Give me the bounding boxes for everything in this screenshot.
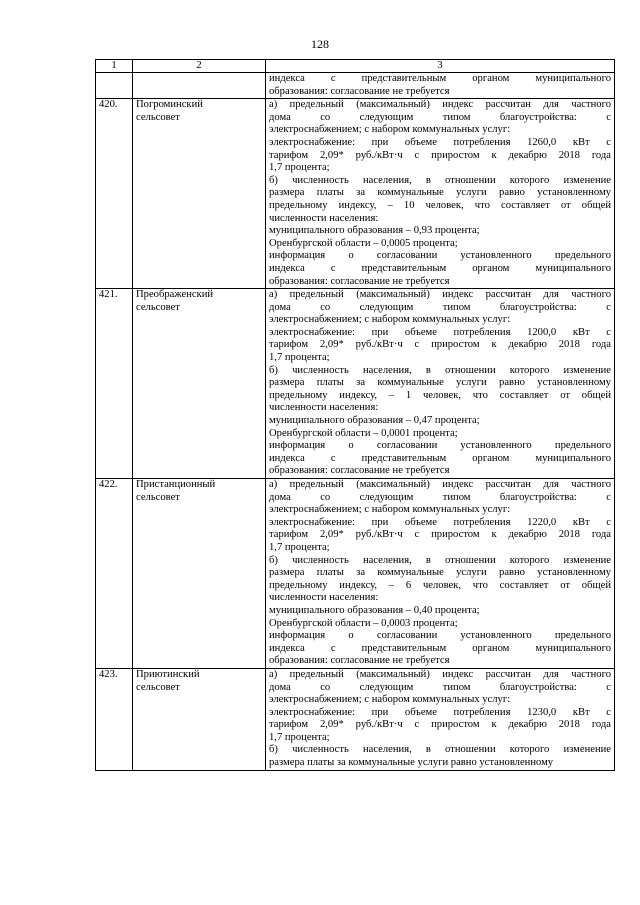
settlement-name [133, 668, 266, 770]
text-line: 1,7 процента; [269, 162, 330, 174]
text-line: электроснабжение: при объеме потребления 1220,0 кВт с [269, 516, 611, 528]
text-line: Оренбургской области – 0,0003 процента; [269, 617, 458, 629]
text-line: индекса с представительным органом муниципального [269, 452, 611, 464]
text-line: численности населения: [269, 212, 379, 224]
text-line: дома со следующим типом благоустройства: с [269, 491, 611, 503]
column-header-3: 3 [266, 60, 615, 73]
row-number: 422. [96, 479, 133, 669]
settlement-name-line: сельсовет [136, 111, 180, 123]
row-description [266, 73, 615, 99]
text-line: образования: согласование не требуется [269, 275, 450, 287]
text-line: муниципального образования – 0,93 процента; [269, 225, 480, 237]
text-line: тарифом 2,09* руб./кВт·ч с приростом к декабрю 2018 года [269, 149, 611, 161]
row-number: 421. [96, 289, 133, 479]
text-line: а) предельный (максимальный) индекс рассчитан для частного [269, 479, 611, 490]
text-line: предельному индексу, – 1 человек, что составляет от общей [269, 389, 611, 401]
text-line: электроснабжением; с набором коммунальных услуг: [269, 314, 511, 326]
text-line: электроснабжение: при объеме потребления 1230,0 кВт с [269, 706, 611, 718]
index-table [95, 59, 615, 771]
table-row [96, 289, 615, 479]
settlement-name [133, 289, 266, 479]
continuation-row [96, 73, 615, 99]
text-line: индекса с представительным органом муниципального [269, 262, 611, 274]
text-line: индекса с представительным органом муниципального [269, 73, 611, 84]
table-row [96, 99, 615, 289]
text-line: электроснабжение: при объеме потребления 1260,0 кВт с [269, 136, 611, 148]
row-description [266, 99, 615, 289]
row-number: 423. [96, 668, 133, 770]
settlement-name [133, 479, 266, 669]
text-line: численности населения: [269, 592, 379, 604]
row-description [266, 289, 615, 479]
column-header-1: 1 [96, 60, 133, 73]
text-line: электроснабжением; с набором коммунальных услуг: [269, 124, 511, 136]
text-line: б) численность населения, в отношении которого изменение [269, 364, 611, 376]
settlement-name-line: Преображенский [136, 289, 214, 301]
text-line: размера платы за коммунальные услуги равно установленному [269, 377, 611, 389]
settlement-name-line: Пристанционный [136, 479, 216, 490]
text-line: предельному индексу, – 10 человек, что составляет от общей [269, 199, 611, 211]
text-line: электроснабжение: при объеме потребления 1200,0 кВт с [269, 326, 611, 338]
text-line: предельному индексу, – 6 человек, что составляет от общей [269, 579, 611, 591]
settlement-name-line: сельсовет [136, 491, 180, 503]
text-line: информация о согласовании установленного предельного [269, 630, 611, 642]
text-line: муниципального образования – 0,47 процента; [269, 415, 480, 427]
text-line: а) предельный (максимальный) индекс рассчитан для частного [269, 289, 611, 301]
text-line: тарифом 2,09* руб./кВт·ч с приростом к декабрю 2018 года [269, 719, 611, 731]
text-line: информация о согласовании установленного предельного [269, 250, 611, 262]
settlement-name-line: сельсовет [136, 301, 180, 313]
text-line: а) предельный (максимальный) индекс рассчитан для частного [269, 668, 611, 680]
settlement-name-line: Приютинский [136, 668, 200, 680]
table-header-row [96, 60, 615, 73]
text-line: б) численность населения, в отношении которого изменение [269, 744, 611, 756]
settlement-name [133, 99, 266, 289]
settlement-name-line: Погроминский [136, 99, 203, 111]
text-line: 1,7 процента; [269, 541, 330, 553]
text-line: тарифом 2,09* руб./кВт·ч с приростом к декабрю 2018 года [269, 339, 611, 351]
settlement-name [133, 73, 266, 99]
table-row [96, 668, 615, 770]
text-line: б) численность населения, в отношении которого изменение [269, 174, 611, 186]
text-line: электроснабжением; с набором коммунальных услуг: [269, 694, 511, 706]
text-line: тарифом 2,09* руб./кВт·ч с приростом к декабрю 2018 года [269, 529, 611, 541]
text-line: образования: согласование не требуется [269, 465, 450, 477]
text-line: индекса с представительным органом муниципального [269, 642, 611, 654]
text-line: размера платы за коммунальные услуги равно установленному [269, 757, 554, 769]
row-number [96, 73, 133, 99]
text-line: численности населения: [269, 402, 379, 414]
column-header-2: 2 [133, 60, 266, 73]
text-line: 1,7 процента; [269, 352, 330, 364]
text-line: электроснабжением; с набором коммунальных услуг: [269, 504, 511, 516]
text-line: размера платы за коммунальные услуги равно установленному [269, 567, 611, 579]
text-line: размера платы за коммунальные услуги равно установленному [269, 187, 611, 199]
row-description [266, 668, 615, 770]
settlement-name-line: сельсовет [136, 681, 180, 693]
page-number: 128 [311, 37, 329, 51]
row-number: 420. [96, 99, 133, 289]
text-line: а) предельный (максимальный) индекс рассчитан для частного [269, 99, 611, 111]
text-line: информация о согласовании установленного предельного [269, 440, 611, 452]
text-line: Оренбургской области – 0,0001 процента; [269, 427, 458, 439]
table-row [96, 479, 615, 669]
row-description [266, 479, 615, 669]
text-line: б) численность населения, в отношении которого изменение [269, 554, 611, 566]
text-line: образования: согласование не требуется [269, 655, 450, 667]
text-line: Оренбургской области – 0,0005 процента; [269, 237, 458, 249]
text-line: муниципального образования – 0,40 процента; [269, 604, 480, 616]
text-line: дома со следующим типом благоустройства: с [269, 111, 611, 123]
text-line: дома со следующим типом благоустройства: с [269, 681, 611, 693]
text-line: образования: согласование не требуется [269, 85, 450, 97]
text-line: дома со следующим типом благоустройства: с [269, 301, 611, 313]
text-line: 1,7 процента; [269, 731, 330, 743]
